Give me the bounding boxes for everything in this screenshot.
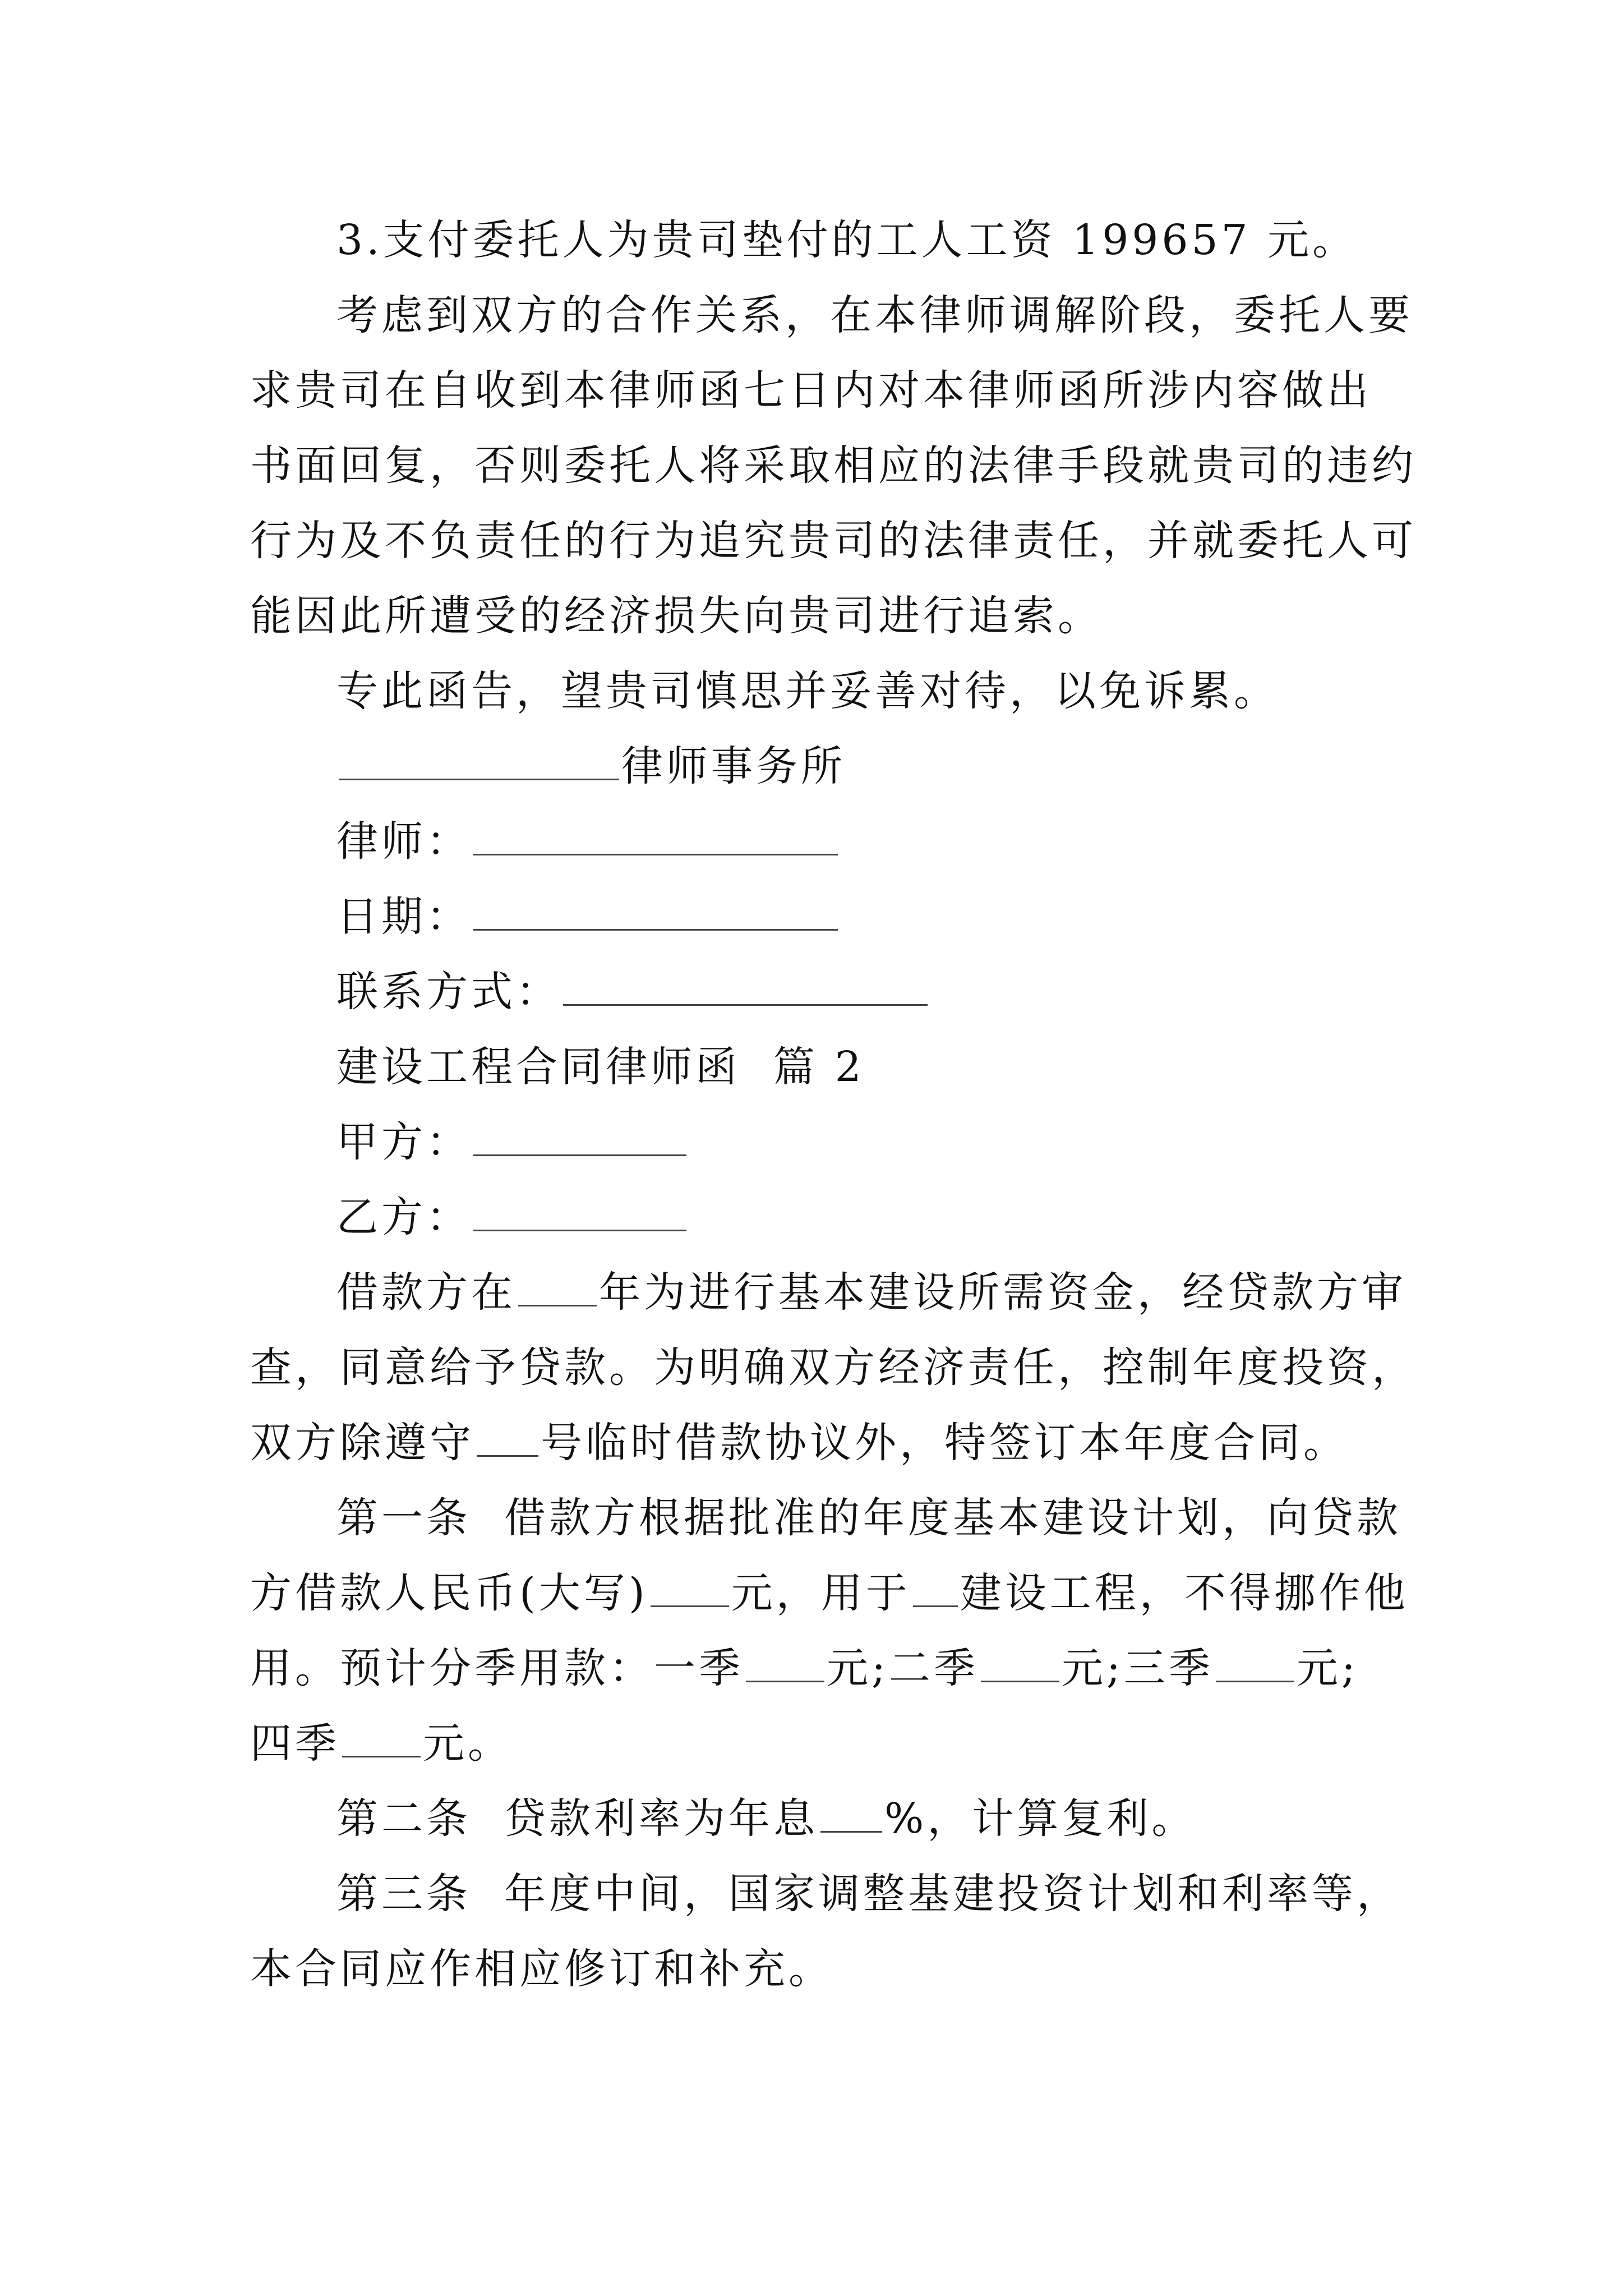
paragraph-line: 求贵司在自收到本律师函七日内对本律师函所涉内容做出 <box>250 366 1372 415</box>
paragraph-line: 3.支付委托人为贵司垫付的工人工资 199657 元。 <box>336 216 1358 264</box>
blank-underline <box>339 744 619 780</box>
paragraph-line: 第二条 贷款利率为年息 %，计算复利。 <box>336 1795 1197 1843</box>
paragraph-line: 行为及不负责任的行为追究贵司的法律责任，并就委托人可 <box>250 517 1417 565</box>
paragraph-line: 专此函告，望贵司慎思并妥善对待，以免诉累。 <box>336 667 1279 715</box>
paragraph-line: 双方除遵守 号临时借款协议外，特签订本年度合同。 <box>250 1419 1348 1467</box>
paragraph-line: 第三条 年度中间，国家调整基建投资计划和利率等， <box>336 1870 1402 1918</box>
paragraph-line: 方借款人民币(大写) 元，用于 建设工程，不得挪作他 <box>250 1569 1409 1617</box>
paragraph-line: 第一条 借款方根据批准的年度基本建设计划，向贷款 <box>336 1494 1402 1542</box>
paragraph-line: 能因此所遭受的经济损失向贵司进行追索。 <box>250 592 1103 640</box>
blank-underline <box>342 1721 421 1757</box>
signature-contact-line: 联系方式： <box>336 965 930 1019</box>
blank-underline <box>473 1120 686 1156</box>
blank-underline <box>473 894 838 931</box>
blank-underline <box>563 969 928 1006</box>
blank-underline <box>913 1571 958 1607</box>
blank-underline <box>981 1646 1059 1682</box>
paragraph-line: 本合同应作相应修订和补充。 <box>250 1945 833 1993</box>
party-a-line: 甲方： <box>336 1115 689 1169</box>
blank-underline <box>518 1270 597 1306</box>
paragraph-line: 查，同意给予贷款。为明确双方经济责任，控制年度投资， <box>250 1343 1417 1392</box>
blank-underline <box>746 1646 824 1682</box>
signature-lawyer-line: 律师： <box>336 815 840 868</box>
party-b-line: 乙方： <box>336 1190 689 1244</box>
paragraph-line: 考虑到双方的合作关系，在本律师调解阶段，委托人要 <box>336 291 1413 339</box>
blank-underline <box>820 1796 882 1833</box>
blank-underline <box>1216 1646 1294 1682</box>
paragraph-line: 四季 元。 <box>250 1719 513 1768</box>
paragraph-line: 书面回复，否则委托人将采取相应的法律手段就贵司的违约 <box>250 441 1417 490</box>
paragraph-line: 用。预计分季用款：一季 元;二季 元;三季 元; <box>250 1644 1359 1692</box>
signature-date-line: 日期： <box>336 890 840 944</box>
blank-underline <box>651 1571 729 1607</box>
blank-underline <box>473 819 838 855</box>
signature-firm-line: 律师事务所 <box>336 739 846 793</box>
paragraph-line: 借款方在 年为进行基本建设所需资金，经贷款方审 <box>336 1268 1407 1317</box>
section-heading: 建设工程合同律师函 篇 2 <box>336 1043 865 1091</box>
blank-underline <box>473 1195 686 1231</box>
blank-underline <box>477 1420 538 1457</box>
